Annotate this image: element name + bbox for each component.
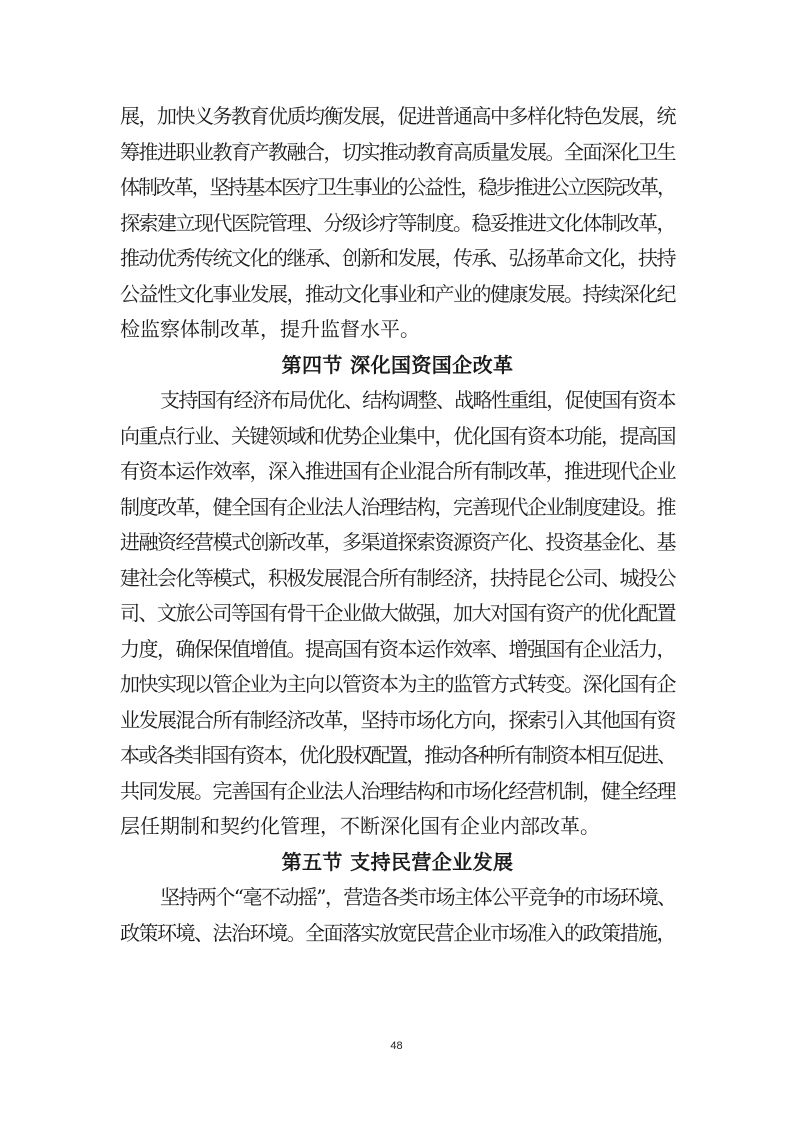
section-5-paragraph (120, 880, 675, 951)
page-number: 48 (390, 1040, 403, 1052)
text-line: 司、文旅公司等国有骨干企业做大做强，加大对国有资产的优化配置 (120, 601, 675, 625)
text-line: 体制改革，坚持基本医疗卫生事业的公益性，稳步推进公立医院改革， (120, 175, 675, 199)
text-line: 本或各类非国有资本，优化股权配置，推动各种所有制资本相互促进、 (120, 743, 675, 767)
text-line: 探索建立现代医院管理、分级诊疗等制度。稳妥推进文化体制改革， (120, 210, 675, 235)
text-line: 支持国有经济布局优化、结构调整、战略性重组，促使国有资本 (160, 388, 675, 412)
text-line: 共同发展。完善国有企业法人治理结构和市场化经营机制，健全经理 (120, 778, 675, 803)
text-line: 推动优秀传统文化的继承、创新和发展，传承、弘扬革命文化，扶持 (120, 246, 675, 270)
text-line: 建社会化等模式，积极发展混合所有制经济，扶持昆仑公司、城投公 (120, 565, 675, 590)
section-heading-5: 第五节 支持民营企业发展 (281, 849, 514, 874)
text-line: 力度，确保保值增值。提高国有资本运作效率、增强国有企业活力， (120, 636, 675, 661)
text-line: 有资本运作效率，深入推进国有企业混合所有制改革，推进现代企业 (120, 459, 675, 483)
section-4-paragraph (120, 383, 675, 845)
text-line: 进融资经营模式创新改革，多渠道探索资源资产化、投资基金化、基 (120, 530, 675, 554)
section-heading-4: 第四节 深化国资国企改革 (281, 352, 514, 377)
text-line: 公益性文化事业发展，推动文化事业和产业的健康发展。持续深化纪 (120, 281, 675, 306)
text-line: 加快实现以管企业为主向以管资本为主的监管方式转变。深化国有企 (120, 672, 675, 696)
text-line: 筹推进职业教育产教融合，切实推动教育高质量发展。全面深化卫生 (120, 139, 675, 164)
text-line: 向重点行业、关键领域和优势企业集中，优化国有资本功能，提高国 (120, 423, 675, 448)
paragraph-continuation (120, 99, 675, 348)
text-line: 政策环境、法治环境。全面落实放宽民营企业市场准入的政策措施， (120, 920, 675, 945)
text-line: 展，加快义务教育优质均衡发展，促进普通高中多样化特色发展，统 (120, 104, 675, 128)
document-page (120, 99, 675, 951)
text-line: 业发展混合所有制经济改革，坚持市场化方向，探索引入其他国有资 (120, 707, 675, 732)
text-line: 层任期制和契约化管理，不断深化国有企业内部改革。 (120, 814, 600, 838)
text-line: 检监察体制改革，提升监督水平。 (120, 317, 420, 341)
text-line: 制度改革，健全国有企业法人治理结构，完善现代企业制度建设。推 (120, 494, 675, 519)
text-line: 坚持两个“毫不动摇”，营造各类市场主体公平竞争的市场环境、 (160, 885, 676, 909)
